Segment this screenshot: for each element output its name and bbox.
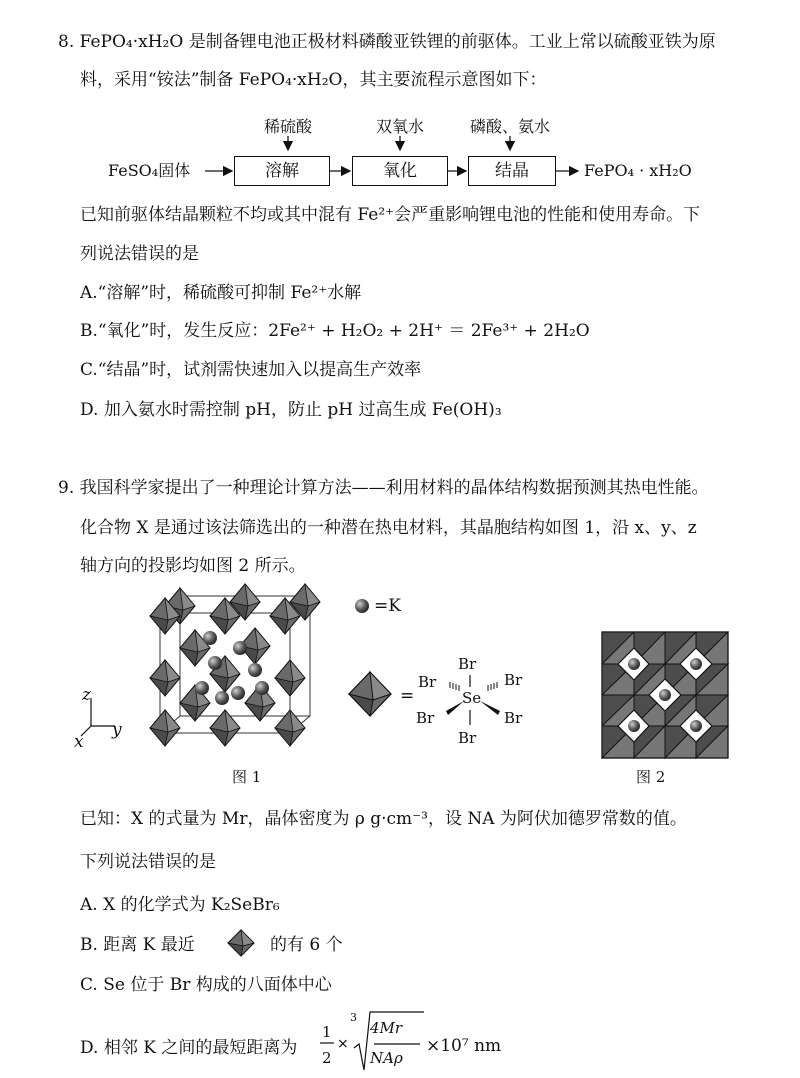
q9-option-b-suffix: 的有 6 个 (270, 935, 343, 955)
octahedron-inline-icon (226, 928, 256, 958)
q9-stem-line5: 下列说法错误的是 (80, 852, 216, 872)
q9-option-d-suffix: ×10⁷ nm (426, 1036, 502, 1056)
q9-option-c: C. Se 位于 Br 构成的八面体中心 (80, 975, 332, 995)
k-ball-icon (352, 596, 372, 616)
equals-sign: = (400, 686, 415, 706)
br-upper-left: Br (418, 673, 437, 691)
se-center: Se (462, 689, 482, 707)
frac-half-num: 1 (322, 1023, 332, 1041)
step-crystallize-box: 结晶 (468, 156, 556, 186)
reagent-hydrogen-peroxide: 双氧水 (375, 117, 424, 136)
reagent-dilute-sulfuric-acid: 稀硫酸 (263, 117, 312, 136)
figure-2-caption: 图 2 (636, 768, 666, 786)
figure-2-projection (600, 630, 730, 760)
figure-1-caption: 图 1 (232, 768, 262, 786)
br-lower-left: Br (416, 709, 435, 727)
q8-stem-line3: 已知前驱体结晶颗粒不均或其中混有 Fe²⁺会严重影响锂电池的性能和使用寿命。下 (80, 205, 701, 225)
q9-stem-line4: 已知：X 的式量为 Mr，晶体密度为 ρ g·cm⁻³，设 NA 为阿伏加德罗常数的值。 (80, 809, 687, 829)
axis-x-label: x (74, 732, 84, 752)
br-upper-right: Br (504, 671, 523, 689)
br-bottom: Br (458, 729, 477, 747)
legend-k-label: =K (374, 596, 401, 616)
sebr6-bonds (420, 655, 540, 745)
root-index: 3 (350, 1011, 357, 1024)
step-dissolve-box: 溶解 (234, 156, 330, 186)
flow-input: FeSO₄固体 (108, 161, 191, 180)
root-denominator: NAρ (370, 1049, 403, 1067)
q9-option-a: A. X 的化学式为 K₂SeBr₆ (80, 895, 280, 915)
q8-option-d: D. 加入氨水时需控制 pH，防止 pH 过高生成 Fe(OH)₃ (80, 400, 502, 420)
frac-half-den: 2 (322, 1049, 332, 1067)
q9-option-b-prefix: B. 距离 K 最近 (80, 935, 195, 955)
root-numerator: 4Mr (370, 1019, 403, 1037)
br-lower-right: Br (504, 709, 523, 727)
q8-stem-line2: 料，采用“铵法”制备 FePO₄·xH₂O，其主要流程示意图如下： (80, 70, 547, 90)
q8-stem-line4: 列说法错误的是 (80, 244, 199, 264)
q9-stem-line3: 轴方向的投影均如图 2 所示。 (80, 556, 306, 576)
step-oxidize-box: 氧化 (352, 156, 448, 186)
q8-option-c: C.“结晶”时，试剂需快速加入以提高生产效率 (80, 360, 422, 380)
q9-stem-line1: 9. 我国科学家提出了一种理论计算方法——利用材料的晶体结构数据预测其热电性能。 (58, 478, 709, 498)
q9-option-d-prefix: D. 相邻 K 之间的最短距离为 (80, 1038, 298, 1058)
br-top: Br (458, 655, 477, 673)
figure-1-crystal-cell (140, 588, 320, 758)
q8-option-a: A.“溶解”时，稀硫酸可抑制 Fe²⁺水解 (80, 283, 362, 303)
reagent-phosphoric-ammonia: 磷酸、氨水 (469, 117, 550, 136)
axis-z-label: z (82, 685, 91, 705)
q9-stem-line2: 化合物 X 是通过该法筛选出的一种潜在热电材料，其晶胞结构如图 1，沿 x、y、z (80, 518, 697, 538)
q8-stem-line1: 8. FePO₄·xH₂O 是制备锂电池正极材料磷酸亚铁锂的前驱体。工业上常以硫酸亚铁为原 (58, 32, 716, 52)
axis-y-label: y (112, 720, 122, 740)
flow-output: FePO₄ · xH₂O (584, 161, 692, 180)
q8-option-b: B.“氧化”时，发生反应：2Fe²⁺ + H₂O₂ + 2H⁺ ＝ 2Fe³⁺ + 2H₂O (80, 321, 590, 341)
svg-text:×: × (337, 1036, 349, 1052)
octahedron-icon (345, 670, 395, 720)
